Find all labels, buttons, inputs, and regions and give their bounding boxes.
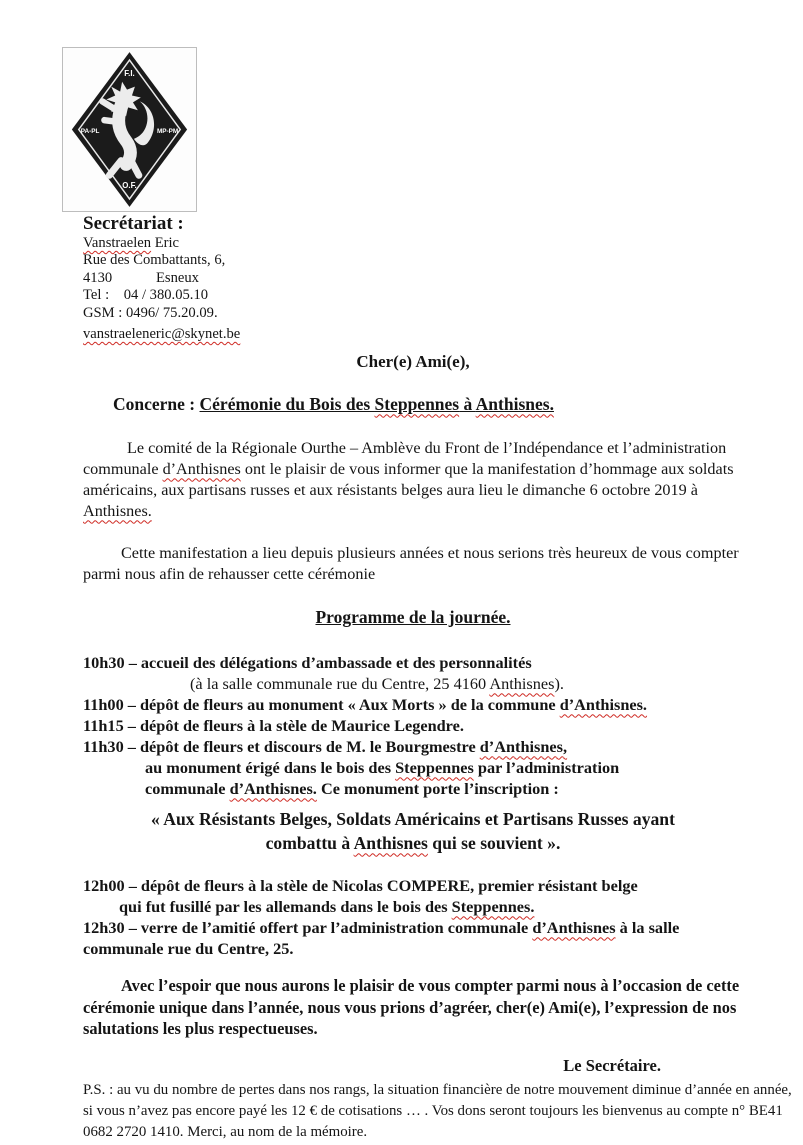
text-segment: 11h30 – dépôt de fleurs et discours de M. le Bourgmestre	[83, 737, 480, 757]
text-segment: à	[459, 394, 476, 415]
misspelled-word: Anthisnes.	[475, 394, 554, 415]
programme-item-11h30-continuation-1	[83, 757, 743, 778]
misspelled-word: Anthisnes	[489, 674, 555, 694]
closing-paragraph: Avec l’espoir que nous aurons le plaisir de vous compter parmi nous à l’occasion de cette cérémonie unique dans l’année, nous vous prions d’agréer, cher(e) Ami(e), l’expression de nos salutations les plus respectueuses.	[83, 976, 740, 1039]
text-segment: communale	[145, 779, 230, 799]
monument-inscription-line-2	[83, 831, 743, 855]
misspelled-word: d’Anthisnes.	[229, 779, 317, 799]
text-segment: Le comité de la Régionale Ourthe – Amblève du Front de l’Indépendance et l’administration communale	[83, 439, 727, 479]
text-segment: communale rue du Centre, 25.	[83, 939, 294, 959]
text-segment: 12h00 – dépôt de fleurs à la stèle de Nicolas COMPERE, premier résistant belge	[83, 876, 638, 896]
text-segment: combattu à	[265, 833, 354, 854]
text-segment: (à la salle communale rue du Centre, 25 4160	[190, 674, 490, 694]
misspelled-word: Vanstraelen	[83, 235, 152, 251]
misspelled-word: Steppennes.	[451, 897, 535, 917]
monument-inscription-line-1: « Aux Résistants Belges, Soldats Américains et Partisans Russes ayant	[151, 809, 675, 830]
subject-text	[200, 394, 554, 414]
misspelled-word: d’Anthisnes	[162, 460, 241, 479]
monument-inscription	[83, 807, 743, 855]
secretariat-address-line1: Rue des Combattants, 6,	[83, 252, 226, 269]
text-segment: par l’administration	[473, 758, 620, 778]
text-segment: ).	[554, 674, 564, 694]
subject-label: Concerne :	[113, 394, 200, 415]
text-segment: qui se souvient ».	[427, 833, 561, 854]
secretariat-name	[83, 235, 743, 252]
programme-item-11h30	[83, 736, 743, 757]
text-segment: à la salle	[615, 918, 680, 938]
programme-item-12h00	[83, 875, 743, 896]
text-segment: 10h30 – accueil des délégations d’ambassade et des personnalités	[83, 653, 532, 673]
programme-title: Programme de la journée.	[315, 607, 511, 628]
logo-text-bottom: O.F.	[122, 181, 137, 191]
misspelled-word: d’Anthisnes.	[559, 695, 648, 715]
salutation: Cher(e) Ami(e),	[356, 352, 470, 372]
secretariat-gsm-line: GSM : 0496/ 75.20.09.	[83, 304, 218, 321]
postscript: P.S. : au vu du nombre de pertes dans nos rangs, la situation financière de notre mouvement diminue d’année en année, si vous n’avez pas encore payé les 12 € de cotisations … . Vos dons seront toujours les bienvenus au compte n° BE41 0682 2720 1410. Merci, au nom de la mémoire.	[83, 1082, 792, 1141]
programme-item-12h30-continuation	[83, 938, 743, 959]
programme-item-11h15	[83, 715, 743, 736]
programme-item-12h00-continuation	[83, 896, 743, 917]
secretariat-address-line2: 4130 Esneux	[83, 269, 199, 286]
text-segment: Cérémonie du Bois des	[199, 394, 375, 415]
programme-item-10h30	[83, 652, 743, 673]
email-link[interactable]: vanstraeleneric@skynet.be	[83, 326, 241, 343]
text-segment: ont le plaisir de vous informer que la manifestation d’hommage aux soldats américains, aux partisans russes et aux résistants belges aura lieu le dimanche 6 octobre 2019 à	[83, 460, 734, 500]
programme-item-11h30-continuation-2	[83, 778, 743, 799]
misspelled-word: Anthisnes	[353, 833, 428, 854]
misspelled-word: Steppennes	[374, 394, 460, 415]
secretariat-tel-line: Tel : 04 / 380.05.10	[83, 287, 209, 304]
text-segment: 11h00 – dépôt de fleurs au monument « Aux Morts » de la commune	[83, 695, 560, 715]
programme-item-11h00	[83, 694, 743, 715]
text-segment: Eric	[151, 235, 180, 251]
subject-line	[113, 394, 743, 415]
text-segment: au monument érigé dans le bois des	[145, 758, 396, 778]
text-segment: 11h15 – dépôt de fleurs à la stèle de Maurice Legendre.	[83, 716, 464, 736]
text-segment: qui fut fusillé par les allemands dans le bois des	[119, 897, 452, 917]
misspelled-word: Steppennes	[395, 758, 474, 778]
programme-list-continued	[83, 875, 743, 959]
fi-logo-frame	[62, 47, 197, 212]
misspelled-word: d’Anthisnes	[532, 918, 616, 938]
programme-item-10h30-location	[83, 673, 743, 694]
signature: Le Secrétaire.	[563, 1056, 661, 1076]
paragraph-attendance: Cette manifestation a lieu depuis plusieurs années et nous serions très heureux de vous compter parmi nous afin de rehausser cette cérémonie	[83, 544, 739, 584]
misspelled-word: d’Anthisnes,	[479, 737, 568, 757]
logo-text-right: MP-PM	[156, 127, 179, 135]
secretariat-title: Secrétariat :	[83, 213, 184, 234]
logo-text-top: F.I.	[124, 68, 135, 78]
text-segment: 12h30 – verre de l’amitié offert par l’administration communale	[83, 918, 533, 938]
fi-diamond-logo	[63, 48, 196, 211]
paragraph-intro	[83, 438, 743, 522]
misspelled-word: Anthisnes.	[83, 502, 152, 521]
programme-item-12h30	[83, 917, 743, 938]
text-segment: Ce monument porte l’inscription :	[316, 779, 559, 799]
logo-text-left: PA-PL	[80, 127, 100, 135]
programme-list	[83, 652, 743, 799]
